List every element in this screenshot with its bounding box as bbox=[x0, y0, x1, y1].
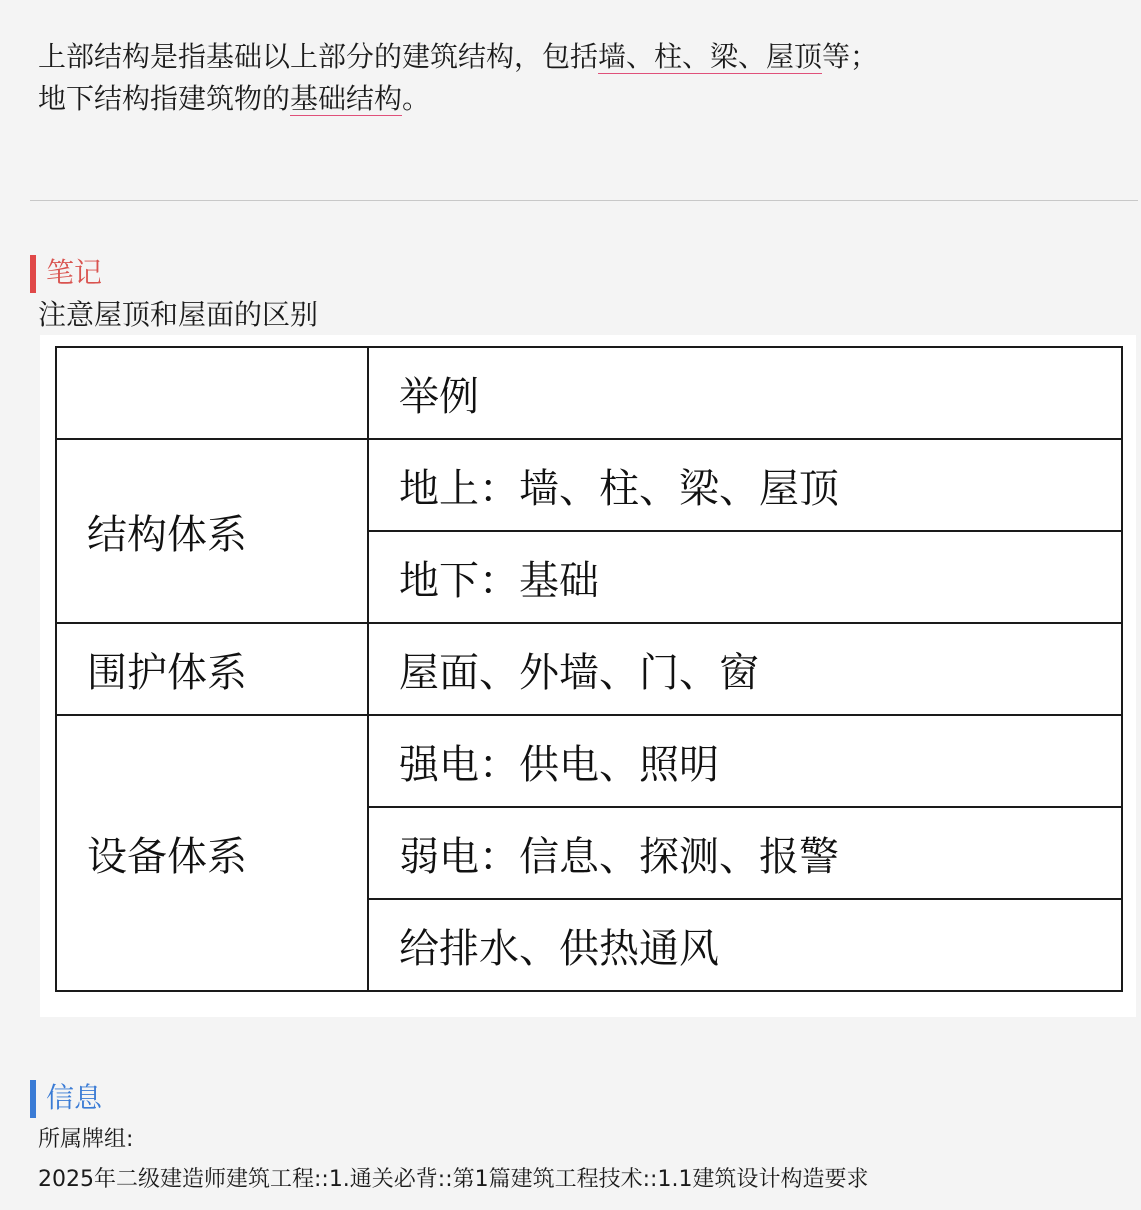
intro-line-2-text: 地下结构指建筑物的 bbox=[38, 82, 291, 115]
table-item-cell: 地上：墙、柱、梁、屋顶 bbox=[368, 439, 1122, 531]
intro-line-1-text: 上部结构是指基础以上部分的建筑结构，包括 bbox=[38, 40, 599, 73]
highlighted-term-foundation: 基础结构 bbox=[290, 82, 403, 115]
note-section-title: 笔记 bbox=[30, 253, 102, 293]
table-row bbox=[56, 439, 1122, 531]
table-header-cell-empty bbox=[56, 347, 368, 439]
table-item-cell: 屋面、外墙、门、窗 bbox=[368, 623, 1122, 715]
deck-path: 2025年二级建造师建筑工程::1.通关必背::第1篇建筑工程技术::1.1建筑设计构造要求 bbox=[38, 1167, 869, 1192]
table-item-cell: 给排水、供热通风 bbox=[368, 899, 1122, 991]
intro-line-2-end: 。 bbox=[402, 82, 431, 115]
table-group-cell: 设备体系 bbox=[56, 715, 368, 991]
table-item-cell: 地下：基础 bbox=[368, 531, 1122, 623]
table-row bbox=[56, 715, 1122, 807]
section-divider bbox=[30, 200, 1138, 201]
intro-line-1 bbox=[38, 36, 878, 78]
info-section-title: 信息 bbox=[30, 1078, 102, 1118]
intro-text bbox=[38, 36, 878, 120]
table-item-cell: 弱电：信息、探测、报警 bbox=[368, 807, 1122, 899]
table-item-cell: 强电：供电、照明 bbox=[368, 715, 1122, 807]
table-header-row bbox=[56, 347, 1122, 439]
note-text: 注意屋顶和屋面的区别 bbox=[38, 298, 319, 331]
intro-line-2 bbox=[38, 78, 878, 120]
deck-label: 所属牌组: bbox=[38, 1127, 134, 1152]
table-row bbox=[56, 623, 1122, 715]
intro-line-1-end: 等； bbox=[822, 40, 879, 73]
example-table bbox=[55, 346, 1123, 992]
table-group-cell: 围护体系 bbox=[56, 623, 368, 715]
table-group-cell: 结构体系 bbox=[56, 439, 368, 623]
table-header-cell-example: 举例 bbox=[368, 347, 1122, 439]
highlighted-term-walls: 墙、柱、梁、屋顶 bbox=[598, 40, 823, 73]
example-table-image bbox=[40, 335, 1136, 1017]
